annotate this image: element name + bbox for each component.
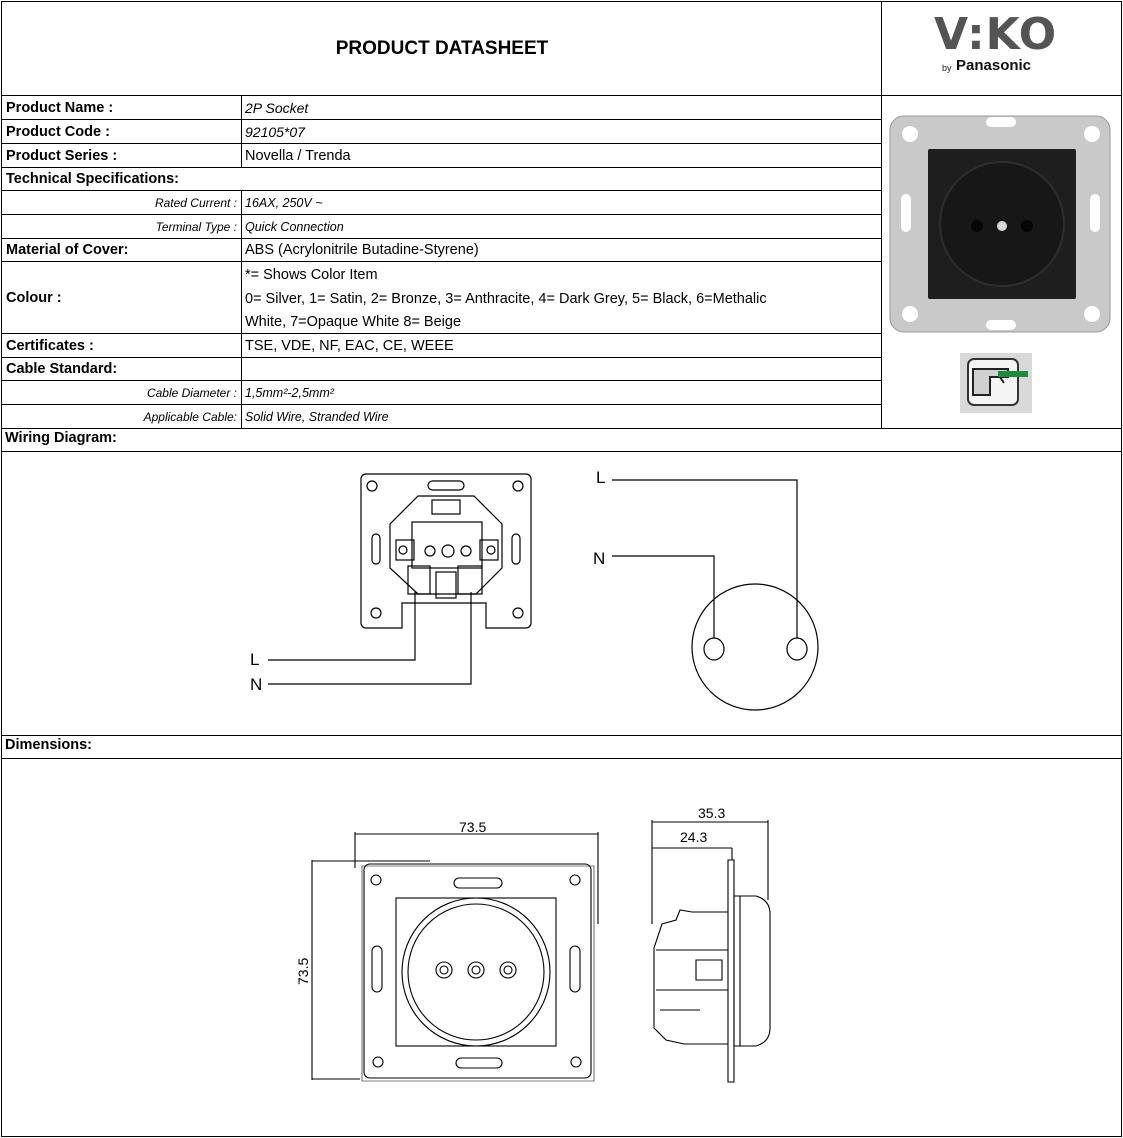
product-series-value: Novella / Trenda [245,147,351,164]
height-value: 73.5 [295,957,311,985]
logo-brand: Panasonic [956,57,1032,74]
slot [986,320,1016,330]
cable-diameter-label: Cable Diameter : [146,385,237,400]
schematic-neutral-line [612,556,714,638]
colour-line: 0= Silver, 1= Satin, 2= Bronze, 3= Anthracite, 4= Dark Grey, 5= Black, 6=Methalic [245,290,767,307]
height-dimension-line [312,860,430,1080]
brand-logo [882,3,1120,95]
dimensions-heading: Dimensions: [5,737,93,753]
certificates-label: Certificates : [6,337,94,354]
colour-line: *= Shows Color Item [245,267,378,283]
colour-line: White, 7=Opaque White 8= Beige [245,314,462,330]
terminal-type-value: Quick Connection [245,219,344,234]
product-series-label: Product Series : [6,147,118,164]
wiring-diagram-heading: Wiring Diagram: [5,430,117,446]
wire-neutral [268,592,471,684]
dimensions-drawing [0,760,1123,1136]
rated-current-label: Rated Current : [154,195,237,210]
divider [1,428,1122,429]
page-title: PRODUCT DATASHEET [335,38,549,59]
divider [1,735,1122,736]
schematic-label-n: N [593,549,606,568]
divider [1,758,1122,759]
depth-body-line [652,848,732,860]
socket-center-screw [997,221,1007,231]
colour-label: Colour : [6,289,62,306]
product-name-value: 2P Socket [245,99,309,116]
wiring-diagram [0,452,1123,735]
side-view-cover [734,896,770,1046]
rated-current-value: 16AX, 250V ~ [245,195,323,210]
socket-pin-hole [1021,220,1033,232]
product-photo [888,112,1114,336]
screw-hole [1084,126,1100,142]
wiring-label-l: L [250,650,260,669]
front-view-cover [396,898,556,1046]
tech-spec-heading: Technical Specifications: [6,171,179,187]
depth-total-value: 35.3 [698,805,726,821]
slot [1090,194,1100,232]
depth-total-line [652,820,768,924]
logo-by-text: by [942,63,952,73]
side-view-body [654,910,728,1044]
applicable-cable-value: Solid Wire, Stranded Wire [245,409,389,424]
terminal-type-label: Terminal Type : [155,219,237,234]
side-view-plate [728,860,734,1082]
logo-wordmark: V:KO [934,9,1058,60]
certificates-value: TSE, VDE, NF, EAC, CE, WEEE [245,337,454,354]
width-value: 73.5 [459,819,487,835]
material-label: Material of Cover: [6,242,129,258]
schematic-socket [692,584,818,710]
schematic-label-l: L [596,468,606,487]
plate-outline [361,474,531,628]
slot [901,194,911,232]
product-code-label: Product Code : [6,123,110,140]
applicable-cable-label: Applicable Cable: [143,409,237,424]
colour-options [245,264,877,335]
material-value: ABS (Acrylonitrile Butadine-Styrene) [245,242,479,258]
schematic-live-line [612,480,797,638]
wiring-label-n: N [250,675,263,694]
screw-hole [1084,306,1100,322]
cable-diameter-value: 1,5mm²-2,5mm² [245,385,334,400]
screw-hole [902,126,918,142]
screw-hole [902,306,918,322]
quick-connection-icon [960,353,1032,413]
product-code-value: 92105*07 [245,123,305,140]
cable-standard-label: Cable Standard: [6,361,118,377]
slot [986,117,1016,127]
product-name-label: Product Name : [6,99,114,116]
wire-live [268,592,415,660]
depth-body-value: 24.3 [680,829,708,845]
socket-pin-hole [971,220,983,232]
